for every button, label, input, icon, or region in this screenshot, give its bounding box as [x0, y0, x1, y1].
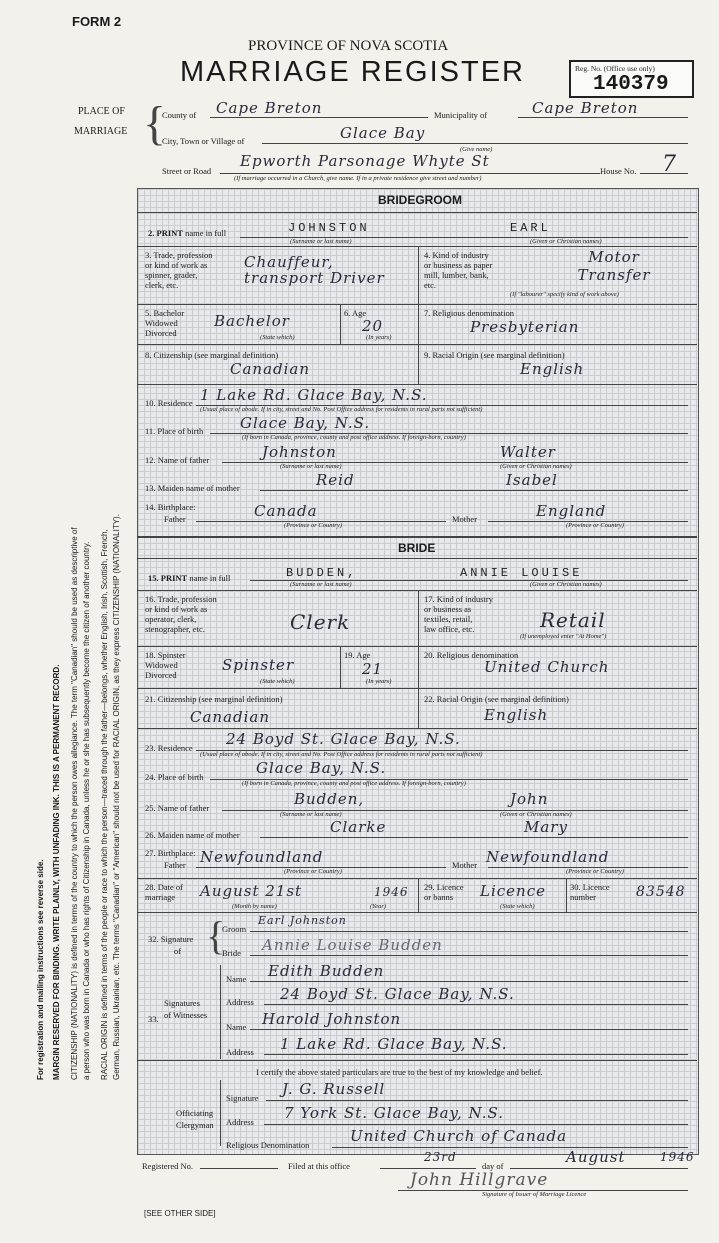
groom-racial-label: 9. Racial Origin (see marginal definition) [424, 350, 565, 360]
issuer-signature: John Hillgrave [410, 1170, 549, 1190]
bride-father-given: John [510, 790, 549, 808]
bride-state-which: (State which) [260, 678, 295, 685]
margin-line-5: RACIAL ORIGIN is defined in terms of the people or race to which the person—traced through the father—belongs, whether English, Irish, Scottish, French, [100, 529, 109, 1080]
groom-racial: English [520, 360, 585, 378]
groom-citizenship-label: 8. Citizenship (see marginal definition) [145, 350, 279, 360]
groom-father-given: Walter [500, 443, 556, 461]
give-name-note: (Give name) [460, 146, 493, 153]
issuer-label: Signature of Issuer of Marriage Licence [482, 1191, 587, 1198]
margin-line-2: MARGIN RESERVED FOR BINDING. WRITE PLAINLY, WITH UNFADING INK. THIS IS A PERMANENT RECORD. [52, 664, 61, 1080]
groom-mother-surname: Reid [316, 471, 355, 489]
bride-trade-label: 16. Trade, profession or kind of work as operator, clerk, stenographer, etc. [145, 594, 217, 634]
bride-residence-label: 23. Residence [145, 743, 193, 753]
licence-no-label: 30. Licence number [570, 882, 610, 902]
month-note: (Month by name) [232, 903, 277, 910]
clergy-label-1: Officiating [176, 1108, 214, 1118]
clergy-sig-label: Signature [226, 1093, 259, 1103]
groom-bp-note-2: (Province or Country) [566, 522, 624, 529]
registered-label: Registered No. [142, 1161, 193, 1171]
bride-bp-label: 27. Birthplace: [145, 848, 196, 858]
w2-address-label: Address [226, 1047, 254, 1057]
bride-father-label: 25. Name of father [145, 803, 210, 813]
groom-surname: JOHNSTON [288, 221, 370, 235]
groom-surname-note: (Surname or last name) [290, 238, 352, 245]
bridegroom-heading: BRIDEGROOM [378, 193, 462, 207]
groom-bp-label: 14. Birthplace: [145, 502, 196, 512]
w1-name: Edith Budden [268, 962, 385, 980]
marriage-year: 1946 [374, 885, 409, 899]
bride-trade: Clerk [290, 610, 351, 634]
licence-number: 83548 [636, 884, 686, 900]
day-of-label: day of [482, 1161, 504, 1171]
w2-name-label: Name [226, 1022, 247, 1032]
bride-father-surname: Budden, [294, 790, 365, 808]
bride-mother-surname: Clarke [330, 818, 387, 836]
groom-state-which: (State which) [260, 334, 295, 341]
bride-bp-mother-label: Mother [452, 860, 478, 870]
marriage-date: August 21st [200, 882, 303, 900]
bride-age-label: 19. Age [344, 650, 371, 660]
groom-birthplace-note: (If born in Canada, province, county and post office address. If foreign-born, country) [242, 434, 466, 441]
groom-citizenship: Canadian [230, 360, 311, 378]
certify-text: I certify the above stated particulars are true to the best of my knowledge and belief. [256, 1067, 543, 1077]
groom-given-note: (Given or Christian names) [530, 238, 602, 245]
city-value: Glace Bay [340, 124, 426, 142]
bride-father-note-2: (Given or Christian names) [500, 811, 572, 818]
province-title: PROVINCE OF NOVA SCOTIA [248, 38, 449, 54]
bride-heading: BRIDE [398, 541, 436, 555]
groom-father-label: 12. Name of father [145, 455, 210, 465]
groom-religion-label: 7. Religious denomination [424, 308, 514, 318]
year-note: (Year) [370, 903, 387, 910]
bride-signature: Annie Louise Budden [262, 936, 443, 954]
bride-bp-father-label: Father [164, 860, 186, 870]
house-label: House No. [600, 166, 637, 176]
bride-bp-note-2: (Province or Country) [566, 868, 624, 875]
bride-given: ANNIE LOUISE [460, 566, 583, 580]
groom-age-label: 6. Age [344, 308, 367, 318]
groom-trade: Chauffeur, transport Driver [244, 253, 385, 287]
bride-mother-given: Mary [524, 818, 568, 836]
groom-father-surname: Johnston [262, 443, 337, 461]
form-label: FORM 2 [72, 14, 122, 29]
clergy-address-label: Address [226, 1117, 254, 1127]
bride-industry: Retail [540, 608, 606, 632]
sig-brace: { [206, 913, 226, 958]
bride-bp-mother: Newfoundland [486, 848, 610, 866]
groom-industry: Motor Transfer [577, 248, 651, 284]
groom-residence-label: 10. Residence [145, 398, 193, 408]
groom-name-label: 2. PRINT name in full [148, 228, 227, 238]
groom-religion: Presbyterian [470, 318, 580, 336]
licence-state-which: (State which) [500, 903, 535, 910]
margin-line-3: CITIZENSHIP (NATIONALITY) is defined in terms of the country to which the person owes allegiance. The term "Canadian" should be used as descriptive of [70, 527, 79, 1080]
groom-bp-mother-label: Mother [452, 514, 478, 524]
bride-father-note-1: (Surname or last name) [280, 811, 342, 818]
street-note: (If marriage occurred in a Church, give name. If in a private residence give street and number) [234, 175, 482, 182]
bride-citizenship: Canadian [190, 708, 271, 726]
clergy-label-2: Clergyman [176, 1120, 214, 1130]
w2-name: Harold Johnston [262, 1010, 402, 1028]
bride-racial: English [484, 706, 549, 724]
groom-in-years: (In years) [366, 334, 392, 341]
house-value: 7 [662, 152, 677, 177]
bride-racial-label: 22. Racial Origin (see marginal definition) [424, 694, 569, 704]
groom-bp-father-label: Father [164, 514, 186, 524]
bride-surname-note: (Surname or last name) [290, 581, 352, 588]
groom-given: EARL [510, 221, 551, 235]
w1-name-label: Name [226, 974, 247, 984]
groom-age: 20 [362, 317, 384, 335]
groom-signature: Earl Johnston [258, 914, 347, 927]
margin-line-6: German, Russian, Ukrainian, etc. The terms "Canadian" or "American" should not be used for RACIAL ORIGIN, as they express CITIZENSHIP (NATIONALITY). [112, 514, 121, 1080]
municipality-label: Municipality of [434, 110, 488, 120]
filed-month: August [566, 1148, 626, 1166]
groom-mother-label: 13. Maiden name of mother [145, 483, 240, 493]
bride-bp-father: Newfoundland [200, 848, 324, 866]
groom-status-label: 5. Bachelor Widowed Divorced [145, 308, 185, 338]
bride-industry-note: (If unemployed enter "At Home") [520, 633, 607, 640]
bride-industry-label: 17. Kind of industry or business as textiles, retail, law office, etc. [424, 594, 493, 634]
w2-address: 1 Lake Rd. Glace Bay, N.S. [280, 1035, 508, 1053]
margin-line-1: For registration and mailing instructions see reverse side. [36, 859, 45, 1080]
groom-mother-given: Isabel [506, 471, 558, 489]
bride-religion: United Church [484, 658, 610, 676]
county-value: Cape Breton [216, 99, 323, 117]
groom-residence: 1 Lake Rd. Glace Bay, N.S. [200, 386, 428, 404]
bride-name-label: 15. PRINT name in full [148, 573, 231, 583]
bride-age: 21 [362, 660, 384, 678]
page-title: MARRIAGE REGISTER [180, 56, 525, 88]
licence-type: Licence [480, 882, 546, 900]
groom-birthplace-label: 11. Place of birth [145, 426, 204, 436]
city-label: City, Town or Village of [162, 136, 245, 146]
bride-status: Spinster [222, 656, 295, 674]
date-label: 28. Date of marriage [145, 882, 184, 902]
groom-status: Bachelor [214, 312, 290, 330]
witness-label-1: Signatures [164, 998, 200, 1008]
groom-father-note-2: (Given or Christian names) [500, 463, 572, 470]
sig-label-2: of [174, 946, 182, 956]
place-label-1: PLACE OF [78, 106, 125, 117]
bride-residence: 24 Boyd St. Glace Bay, N.S. [226, 730, 461, 748]
groom-industry-note: (If "labourer" specify kind of work above) [510, 291, 619, 298]
filed-label: Filed at this office [288, 1161, 350, 1171]
reg-no-box [569, 60, 694, 98]
groom-residence-note: (Usual place of abode. If in city, street and No. Post Office address for residents in rural parts not sufficient) [200, 406, 483, 413]
clergy-religion-label: Religious Denomination [226, 1140, 310, 1150]
groom-bp-father: Canada [254, 502, 318, 520]
municipality-value: Cape Breton [532, 99, 639, 117]
clergy-address: 7 York St. Glace Bay, N.S. [284, 1104, 505, 1122]
bride-surname: BUDDEN, [286, 566, 358, 580]
bride-in-years: (In years) [366, 678, 392, 685]
groom-bp-note-1: (Province or Country) [284, 522, 342, 529]
bride-mother-label: 26. Maiden name of mother [145, 830, 240, 840]
licence-label: 29. Licence or banns [424, 882, 464, 902]
bride-sig-label: Bride [222, 948, 241, 958]
place-brace: { [143, 97, 167, 150]
bride-status-label: 18. Spinster Widowed Divorced [145, 650, 186, 680]
bride-residence-note: (Usual place of abode. If in city, street and No. Post Office address for residents in rural parts not sufficient) [200, 751, 483, 758]
groom-bp-mother: England [536, 502, 607, 520]
groom-birthplace: Glace Bay, N.S. [240, 414, 371, 432]
reg-no-value: 140379 [593, 73, 669, 96]
reg-no-label: Reg. No. (Office use only) [575, 64, 655, 73]
w1-address-label: Address [226, 997, 254, 1007]
clergy-signature: J. G. Russell [282, 1080, 386, 1098]
bride-birthplace-note: (If born in Canada, province, county and post office address. If foreign-born, country) [242, 780, 466, 787]
groom-sig-label: Groom [222, 924, 247, 934]
bride-citizenship-label: 21. Citizenship (see marginal definition) [145, 694, 283, 704]
groom-industry-label: 4. Kind of industry or business as paper mill, lumber, bank, etc. [424, 250, 493, 290]
witness-label-2: of Witnesses [164, 1010, 208, 1020]
sig-label-1: 32. Signature [148, 934, 194, 944]
clergy-religion: United Church of Canada [350, 1127, 568, 1145]
bride-birthplace-label: 24. Place of birth [145, 772, 204, 782]
bride-bp-note-1: (Province or Country) [284, 868, 342, 875]
bride-birthplace: Glace Bay, N.S. [256, 759, 387, 777]
county-label: County of [162, 110, 197, 120]
place-label-2: MARRIAGE [74, 126, 128, 137]
w1-address: 24 Boyd St. Glace Bay, N.S. [280, 985, 515, 1003]
street-label: Street or Road [162, 166, 212, 176]
margin-line-4: a person who was born in Canada or who has rights of Citizenship in Canada, unless he or she has subsequently become the citizen of another country. [82, 541, 91, 1080]
see-other-side: [SEE OTHER SIDE] [144, 1209, 216, 1218]
filed-year: 1946 [660, 1150, 695, 1164]
groom-father-note-1: (Surname or last name) [280, 463, 342, 470]
witness-num: 33. [148, 1014, 159, 1024]
filed-day: 23rd [424, 1150, 457, 1164]
bride-given-note: (Given or Christian names) [530, 581, 602, 588]
street-value: Epworth Parsonage Whyte St [240, 152, 490, 170]
bride-religion-label: 20. Religious denomination [424, 650, 519, 660]
groom-trade-label: 3. Trade, profession or kind of work as spinner, grader, clerk, etc. [145, 250, 213, 290]
